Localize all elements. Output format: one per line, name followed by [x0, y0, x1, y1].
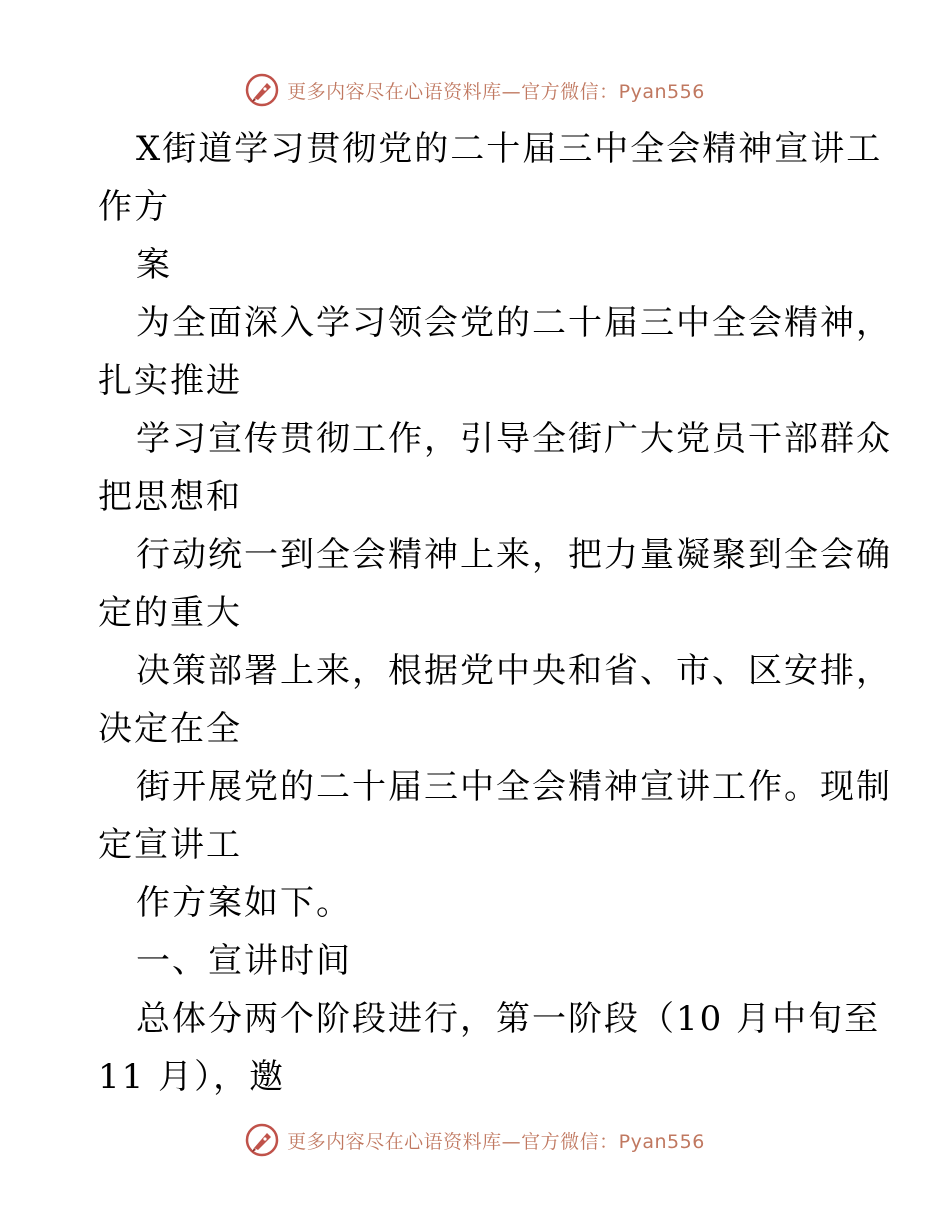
pen-nib-logo-icon — [245, 73, 279, 107]
text-line: 为全面深入学习领会党的二十届三中全会精神， — [136, 303, 892, 343]
text-line: 定的重大 — [98, 593, 242, 633]
text-line: 街开展党的二十届三中全会精神宣讲工作。现制 — [136, 767, 892, 807]
watermark-text: 更多内容尽在心语资料库—官方微信：Pyan556 — [287, 80, 705, 103]
text-line: 行动统一到全会精神上来，把力量凝聚到全会确 — [136, 535, 892, 575]
document-body — [98, 120, 892, 1106]
footer-watermark — [0, 1120, 950, 1160]
text-line: X街道学习贯彻党的二十届三中全会精神宣讲工 — [136, 129, 883, 169]
watermark-text: 更多内容尽在心语资料库—官方微信：Pyan556 — [287, 1130, 705, 1153]
text-line: 作方案如下。 — [136, 883, 352, 923]
text-line: 把思想和 — [98, 477, 242, 517]
text-line: 扎实推进 — [98, 361, 242, 401]
pen-nib-logo-icon — [245, 1123, 279, 1157]
text-line: 案 — [136, 245, 172, 285]
text-line: 定宣讲工 — [98, 825, 242, 865]
text-line: 决定在全 — [98, 709, 242, 749]
text-line: 11 月），邀 — [98, 1057, 286, 1097]
text-line: 学习宣传贯彻工作，引导全街广大党员干部群众 — [136, 419, 892, 459]
header-watermark — [0, 70, 950, 110]
text-line: 作方 — [98, 187, 170, 227]
text-line: 决策部署上来，根据党中央和省、市、区安排， — [136, 651, 892, 691]
text-line: 总体分两个阶段进行，第一阶段（10 月中旬至 — [136, 999, 881, 1039]
text-line: 一、宣讲时间 — [136, 941, 352, 981]
